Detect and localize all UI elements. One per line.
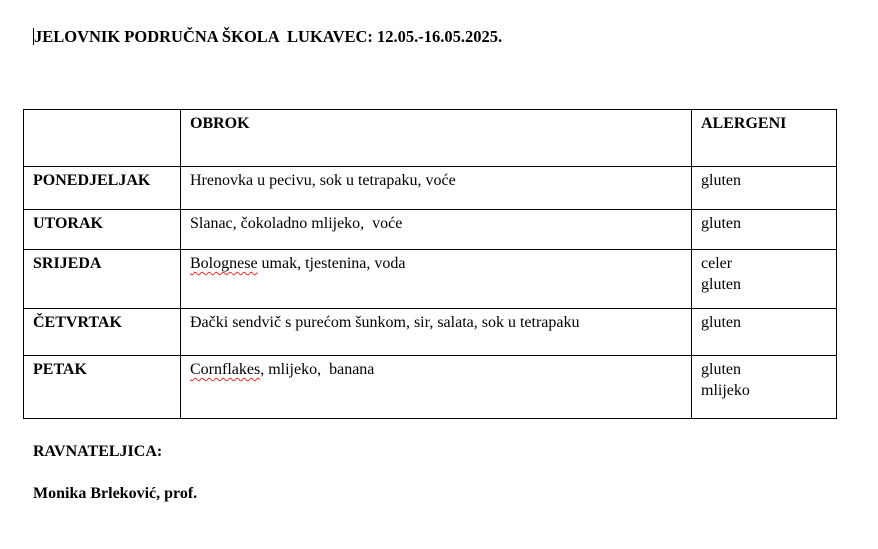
table-row <box>24 210 837 250</box>
spellcheck-flagged-word: Cornflakes <box>190 361 261 378</box>
table-row <box>24 309 837 356</box>
allergen-item: gluten <box>701 361 741 378</box>
header-day-cell <box>24 110 181 167</box>
allergens-cell <box>692 309 837 356</box>
meal-text: Hrenovka u pecivu, sok u tetrapaku, voće <box>190 172 456 189</box>
allergen-item: gluten <box>701 314 741 331</box>
table-header-row <box>24 110 837 167</box>
day-cell: PETAK <box>24 356 181 419</box>
document-title: JELOVNIK PODRUČNA ŠKOLA LUKAVEC: 12.05.-16.05.2025. <box>34 27 503 46</box>
day-cell: ČETVRTAK <box>24 309 181 356</box>
meal-cell <box>181 167 692 210</box>
table-row <box>24 250 837 309</box>
header-allergens-cell: ALERGENI <box>692 110 837 167</box>
allergens-cell <box>692 356 837 419</box>
table-row <box>24 356 837 419</box>
principal-label: RAVNATELJICA: <box>33 443 163 460</box>
meal-text: umak, tjestenina, voda <box>257 255 406 272</box>
meal-text: Slanac, čokoladno mlijeko, voće <box>190 215 403 232</box>
meal-cell <box>181 309 692 356</box>
allergens-cell <box>692 167 837 210</box>
allergen-item: gluten <box>701 276 741 293</box>
allergen-item: mlijeko <box>701 382 750 399</box>
meal-text: , mlijeko, banana <box>260 361 375 378</box>
allergen-item: celer <box>701 255 733 272</box>
allergens-cell <box>692 250 837 309</box>
spellcheck-flagged-word: Bolognese <box>190 255 258 272</box>
allergens-cell <box>692 210 837 250</box>
header-meal-cell: OBROK <box>181 110 692 167</box>
principal-name: Monika Brleković, prof. <box>33 485 198 502</box>
menu-table <box>23 109 837 419</box>
allergen-item: gluten <box>701 172 741 189</box>
meal-cell <box>181 356 692 419</box>
day-cell: UTORAK <box>24 210 181 250</box>
table-row <box>24 167 837 210</box>
day-cell: SRIJEDA <box>24 250 181 309</box>
allergen-item: gluten <box>701 215 741 232</box>
day-cell: PONEDJELJAK <box>24 167 181 210</box>
meal-cell <box>181 250 692 309</box>
meal-text: Đački sendvič s purećom šunkom, sir, salata, sok u tetrapaku <box>190 314 580 331</box>
meal-cell <box>181 210 692 250</box>
